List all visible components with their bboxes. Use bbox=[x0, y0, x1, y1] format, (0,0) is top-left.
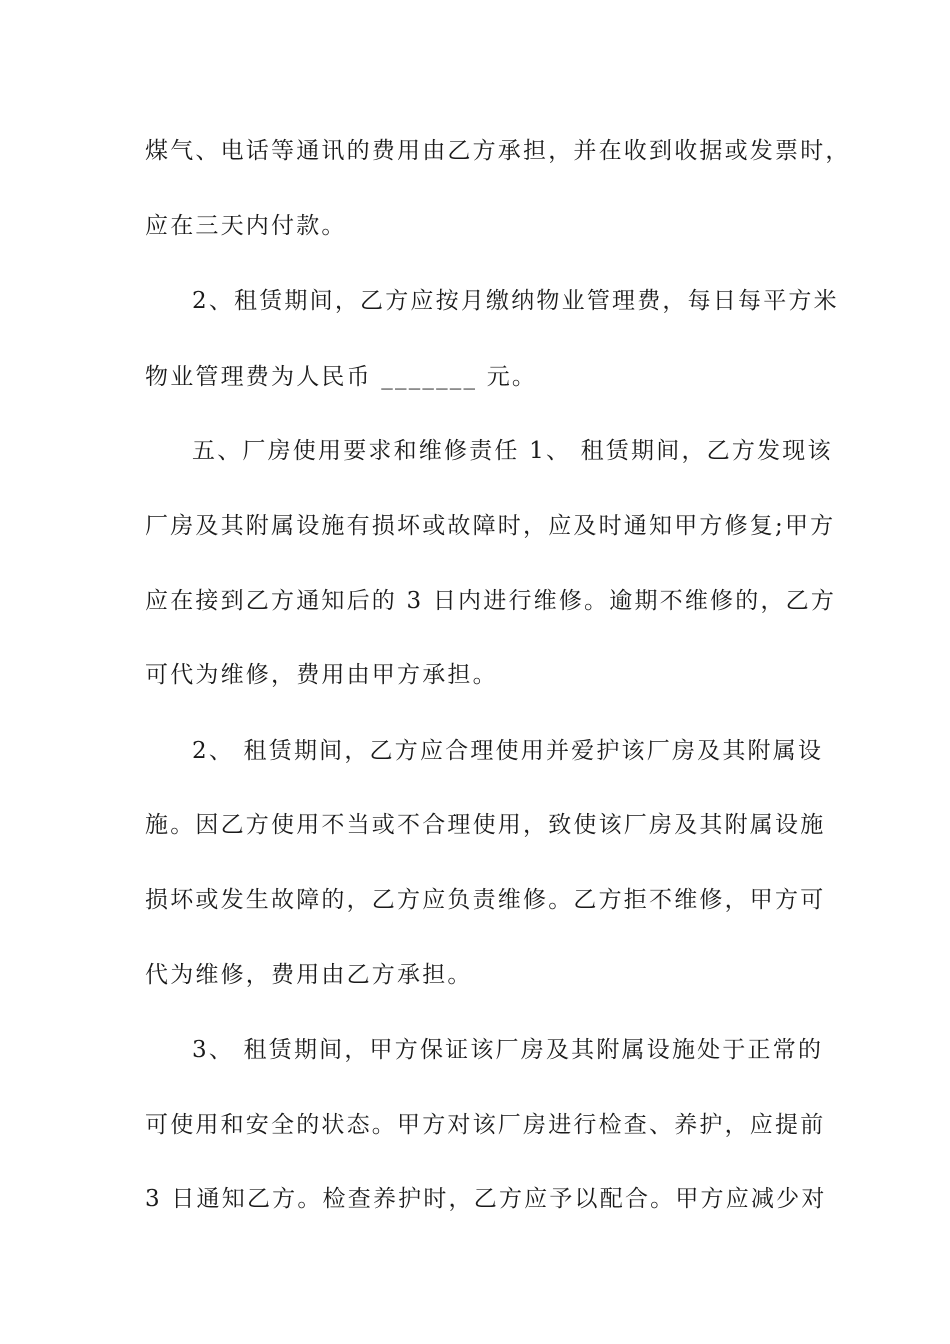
body-text-line: 厂房及其附属设施有损坏或故障时，应及时通知甲方修复;甲方 bbox=[145, 513, 836, 539]
body-text-line: 损坏或发生故障的，乙方应负责维修。乙方拒不维修，甲方可 bbox=[145, 887, 826, 913]
body-text-line: 应在三天内付款。 bbox=[145, 213, 347, 239]
body-text-line: 2、 租赁期间，乙方应合理使用并爱护该厂房及其附属设 bbox=[192, 738, 824, 764]
body-text-line: 3 日通知乙方。检查养护时，乙方应予以配合。甲方应减少对 bbox=[145, 1186, 827, 1212]
body-text-line: 代为维修，费用由乙方承担。 bbox=[145, 962, 473, 988]
body-text-line: 3、 租赁期间，甲方保证该厂房及其附属设施处于正常的 bbox=[192, 1037, 824, 1063]
section-heading-line: 五、厂房使用要求和维修责任 1、 租赁期间，乙方发现该 bbox=[192, 438, 833, 464]
body-text-line: 应在接到乙方通知后的 3 日内进行维修。逾期不维修的，乙方 bbox=[145, 588, 837, 614]
body-text-line: 施。因乙方使用不当或不合理使用，致使该厂房及其附属设施 bbox=[145, 812, 826, 838]
body-text-line: 物业管理费为人民币 _______ 元。 bbox=[145, 364, 538, 390]
body-text-line: 可使用和安全的状态。甲方对该厂房进行检查、养护，应提前 bbox=[145, 1112, 826, 1138]
body-text-line: 2、租赁期间，乙方应按月缴纳物业管理费，每日每平方米 bbox=[192, 288, 839, 314]
body-text-line: 可代为维修，费用由甲方承担。 bbox=[145, 662, 498, 688]
body-text-line: 煤气、电话等通讯的费用由乙方承担，并在收到收据或发票时， bbox=[145, 138, 851, 164]
